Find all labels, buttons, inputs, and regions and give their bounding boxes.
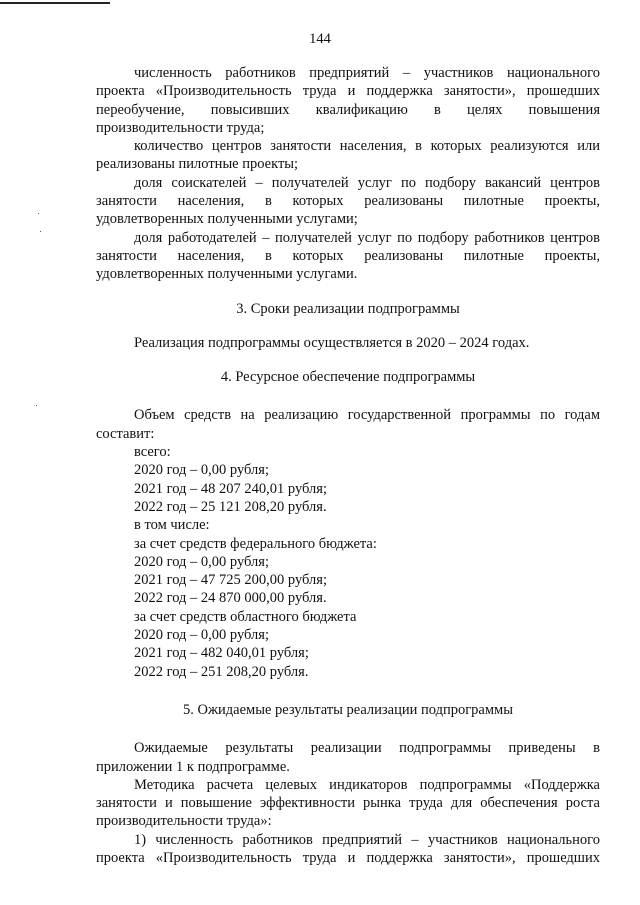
funding-line: 2020 год – 0,00 рубля; — [134, 462, 269, 479]
scan-speck — [38, 213, 39, 214]
page-number: 144 — [309, 31, 331, 47]
paragraph: Ожидаемые результаты реализации подпрограммы приведены в приложении 1 к подпрограмме. — [96, 740, 600, 775]
funding-line: 2021 год – 47 725 200,00 рубля; — [134, 572, 327, 589]
paragraph: численность работников предприятий – участников национального проекта «Производительность труда и поддержка занятости», прошедших переобучение, повысивших квалификацию в целях повышения производительности труда; — [96, 65, 600, 136]
paragraph: доля соискателей – получателей услуг по подбору вакансий центров занятости населения, в которых реализованы пилотные проекты, удовлетворенных полученными услугами; — [96, 174, 600, 228]
funding-line: 2021 год – 482 040,01 рубля; — [134, 645, 309, 662]
funding-line: 2021 год – 48 207 240,01 рубля; — [134, 480, 327, 497]
funding-line: за счет средств областного бюджета — [134, 608, 357, 625]
scan-artifact-line — [0, 2, 110, 4]
section-heading: 3. Сроки реализации подпрограммы — [236, 300, 460, 317]
funding-line: 2022 год – 251 208,20 рубля. — [134, 663, 309, 680]
section-heading: 5. Ожидаемые результаты реализации подпрограммы — [183, 701, 513, 718]
funding-line: в том числе: — [134, 517, 210, 534]
paragraph: Методика расчета целевых индикаторов подпрограммы «Поддержка занятости и повышение эффективности рынка труда для обеспечения роста производительности труда»: — [96, 776, 600, 830]
funding-line: 2022 год – 24 870 000,00 рубля. — [134, 590, 327, 607]
paragraph: 1) численность работников предприятий – участников национального проекта «Производительность труда и поддержка занятости», прошедших — [96, 831, 600, 866]
funding-line: 2020 год – 0,00 рубля; — [134, 553, 269, 570]
document-body — [96, 64, 600, 867]
funding-line: всего: — [134, 444, 171, 461]
paragraph: Реализация подпрограммы осуществляется в 2020 – 2024 годах. — [134, 334, 530, 351]
section-heading: 4. Ресурсное обеспечение подпрограммы — [220, 369, 476, 386]
funding-line: 2022 год – 25 121 208,20 рубля. — [134, 498, 327, 515]
funding-line: 2020 год – 0,00 рубля; — [134, 627, 269, 644]
funding-line: за счет средств федерального бюджета: — [134, 535, 377, 552]
scan-speck — [40, 231, 41, 232]
paragraph: доля работодателей – получателей услуг по подбору работников центров занятости населения, в которых реализованы пилотные проекты, удовлетворенных полученными услугами. — [96, 229, 600, 283]
scan-speck — [36, 405, 37, 406]
paragraph: количество центров занятости населения, в которых реализуются или реализованы пилотные проекты; — [96, 138, 600, 173]
paragraph: Объем средств на реализацию государственной программы по годам составит: — [96, 407, 600, 442]
